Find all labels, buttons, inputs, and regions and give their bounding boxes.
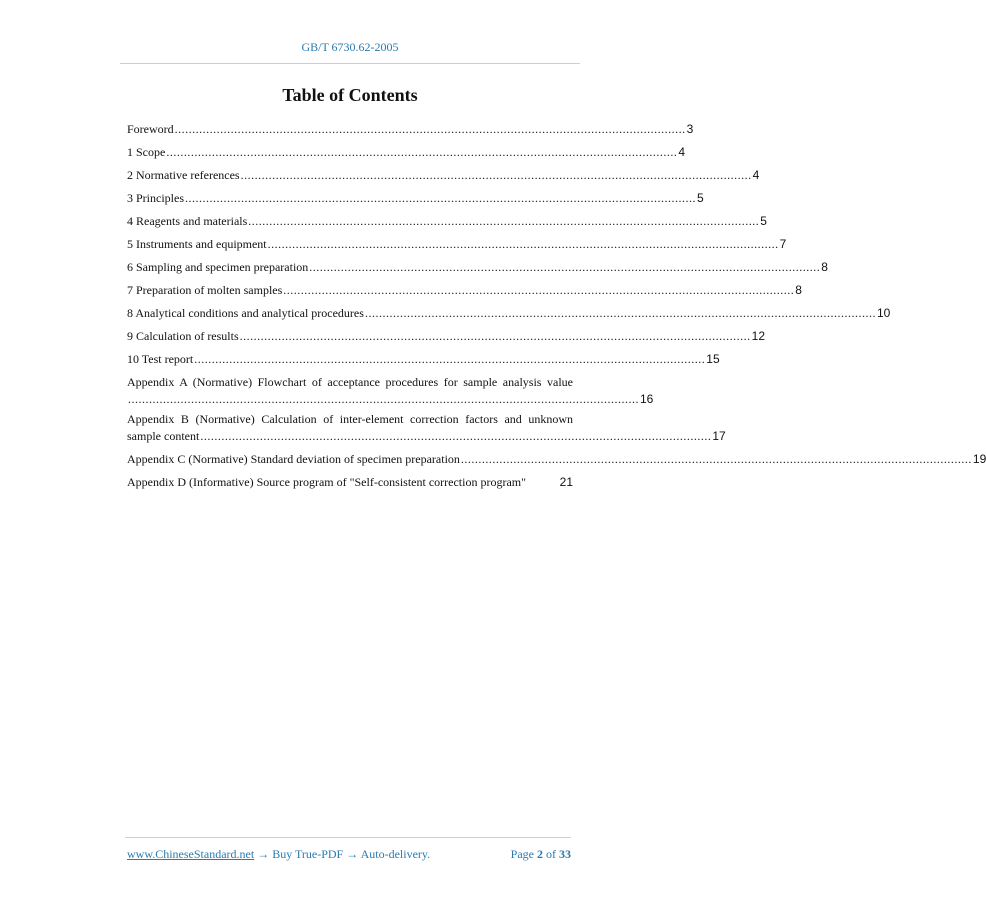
toc-entry-label: 5 Instruments and equipment bbox=[127, 237, 267, 251]
dot-leader: .................................................................................................................................................. bbox=[128, 392, 639, 406]
toc-entry-page: 10 bbox=[876, 306, 891, 320]
dot-leader: .................................................................................................................................................. bbox=[200, 429, 712, 443]
toc-entry-label: 9 Calculation of results bbox=[127, 329, 239, 343]
dot-leader: .................................................................................................................................................. bbox=[194, 352, 706, 366]
toc-entry-continuation bbox=[127, 428, 726, 445]
toc-entry-label: 1 Scope bbox=[127, 145, 166, 159]
toc-entry-label: Appendix D (Informative) Source program of "Self-consistent correction program" bbox=[127, 475, 527, 489]
toc-entry-molten-samples[interactable] bbox=[127, 279, 802, 302]
footer-links bbox=[127, 847, 430, 862]
arrow-icon: → bbox=[257, 847, 270, 861]
toc-entry-reagents[interactable] bbox=[127, 210, 767, 233]
toc-entry-label: 10 Test report bbox=[127, 352, 194, 366]
toc-entry-calculation[interactable] bbox=[127, 325, 766, 348]
toc-entry-page: 8 bbox=[795, 283, 802, 297]
page-current: 2 bbox=[537, 847, 543, 861]
dot-leader: .................................................................................................................................................. bbox=[248, 214, 760, 228]
dot-leader: .................................................................................................................................................. bbox=[283, 283, 795, 297]
toc-entry-continuation bbox=[127, 391, 654, 408]
toc-entry-test-report[interactable] bbox=[127, 348, 720, 371]
toc-entry-page: 15 bbox=[706, 352, 720, 366]
dot-leader: .................................................................................................................................................. bbox=[240, 168, 752, 182]
site-link[interactable]: www.ChineseStandard.net bbox=[127, 847, 255, 861]
toc-entry-page: 4 bbox=[678, 145, 686, 159]
page-title: Table of Contents bbox=[282, 85, 418, 105]
toc-entry-normative-references[interactable] bbox=[127, 164, 760, 187]
toc-entry-label: 2 Normative references bbox=[127, 168, 240, 182]
toc-entry-label: Appendix C (Normative) Standard deviation of specimen preparation bbox=[127, 452, 460, 466]
buy-pdf-link[interactable]: Buy True-PDF bbox=[272, 847, 344, 861]
toc-entry-label-continued: sample content bbox=[127, 429, 200, 443]
toc-entry-page: 17 bbox=[712, 429, 726, 443]
toc-entry-page: 8 bbox=[821, 260, 828, 274]
table-of-contents bbox=[127, 118, 986, 494]
page-footer bbox=[127, 847, 571, 862]
dot-leader: .................................................................................................................................................. bbox=[166, 145, 678, 159]
toc-entry-appendix-b[interactable] bbox=[127, 411, 726, 445]
footer-divider bbox=[125, 837, 571, 838]
dot-leader: .................................................................................................................................................. bbox=[185, 191, 696, 205]
toc-entry-label: 6 Sampling and specimen preparation bbox=[127, 260, 309, 274]
delivery-text: Auto-delivery. bbox=[360, 847, 431, 861]
toc-entry-appendix-c[interactable] bbox=[127, 448, 986, 471]
toc-entry-label: Foreword bbox=[127, 122, 174, 136]
page-of: of bbox=[546, 847, 556, 861]
header-divider bbox=[120, 63, 580, 64]
toc-entry-label: 3 Principles bbox=[127, 191, 184, 205]
toc-entry-foreword[interactable] bbox=[127, 118, 694, 141]
toc-entry-label: Appendix A (Normative) Flowchart of acceptance procedures for sample analysis value bbox=[127, 375, 573, 389]
dot-leader: .................................................................................................................................................. bbox=[309, 260, 821, 274]
toc-entry-instruments[interactable] bbox=[127, 233, 787, 256]
dot-leader: .................................................................................................................................................. bbox=[267, 237, 779, 251]
toc-entry-label: 8 Analytical conditions and analytical procedures bbox=[127, 306, 364, 320]
dot-leader: .................................................................................................................................................. bbox=[460, 452, 972, 466]
toc-entry-page: 12 bbox=[751, 329, 766, 343]
arrow-icon: → bbox=[346, 847, 359, 861]
toc-entry-scope[interactable] bbox=[127, 141, 686, 164]
page-indicator bbox=[511, 847, 571, 862]
page-total: 33 bbox=[559, 847, 571, 861]
toc-entry-page: 3 bbox=[686, 122, 694, 136]
toc-entry-label: Appendix B (Normative) Calculation of inter-element correction factors and unknown bbox=[127, 412, 573, 426]
toc-entry-principles[interactable] bbox=[127, 187, 704, 210]
dot-leader: .................................................................................................................................................. bbox=[239, 329, 751, 343]
running-header bbox=[0, 40, 700, 55]
toc-entry-appendix-d[interactable] bbox=[127, 471, 573, 494]
dot-leader: .................................................................................................................................................. bbox=[364, 306, 876, 320]
toc-entry-page: 4 bbox=[752, 168, 760, 182]
document-id: GB/T 6730.62-2005 bbox=[301, 40, 399, 54]
toc-entry-appendix-a[interactable] bbox=[127, 374, 654, 408]
toc-entry-page: 21 bbox=[559, 475, 573, 489]
toc-entry-page: 16 bbox=[640, 392, 654, 406]
toc-entry-label: 7 Preparation of molten samples bbox=[127, 283, 283, 297]
toc-entry-page: 5 bbox=[697, 191, 704, 205]
toc-entry-sampling[interactable] bbox=[127, 256, 828, 279]
toc-entry-page: 19 bbox=[972, 452, 986, 466]
toc-entry-page: 7 bbox=[779, 237, 787, 251]
toc-entry-label: 4 Reagents and materials bbox=[127, 214, 248, 228]
page-word: Page bbox=[510, 847, 534, 861]
dot-leader: .................................................................................................................................................. bbox=[174, 122, 686, 136]
toc-entry-page: 5 bbox=[760, 214, 767, 228]
toc-entry-analytical-conditions[interactable] bbox=[127, 302, 891, 325]
